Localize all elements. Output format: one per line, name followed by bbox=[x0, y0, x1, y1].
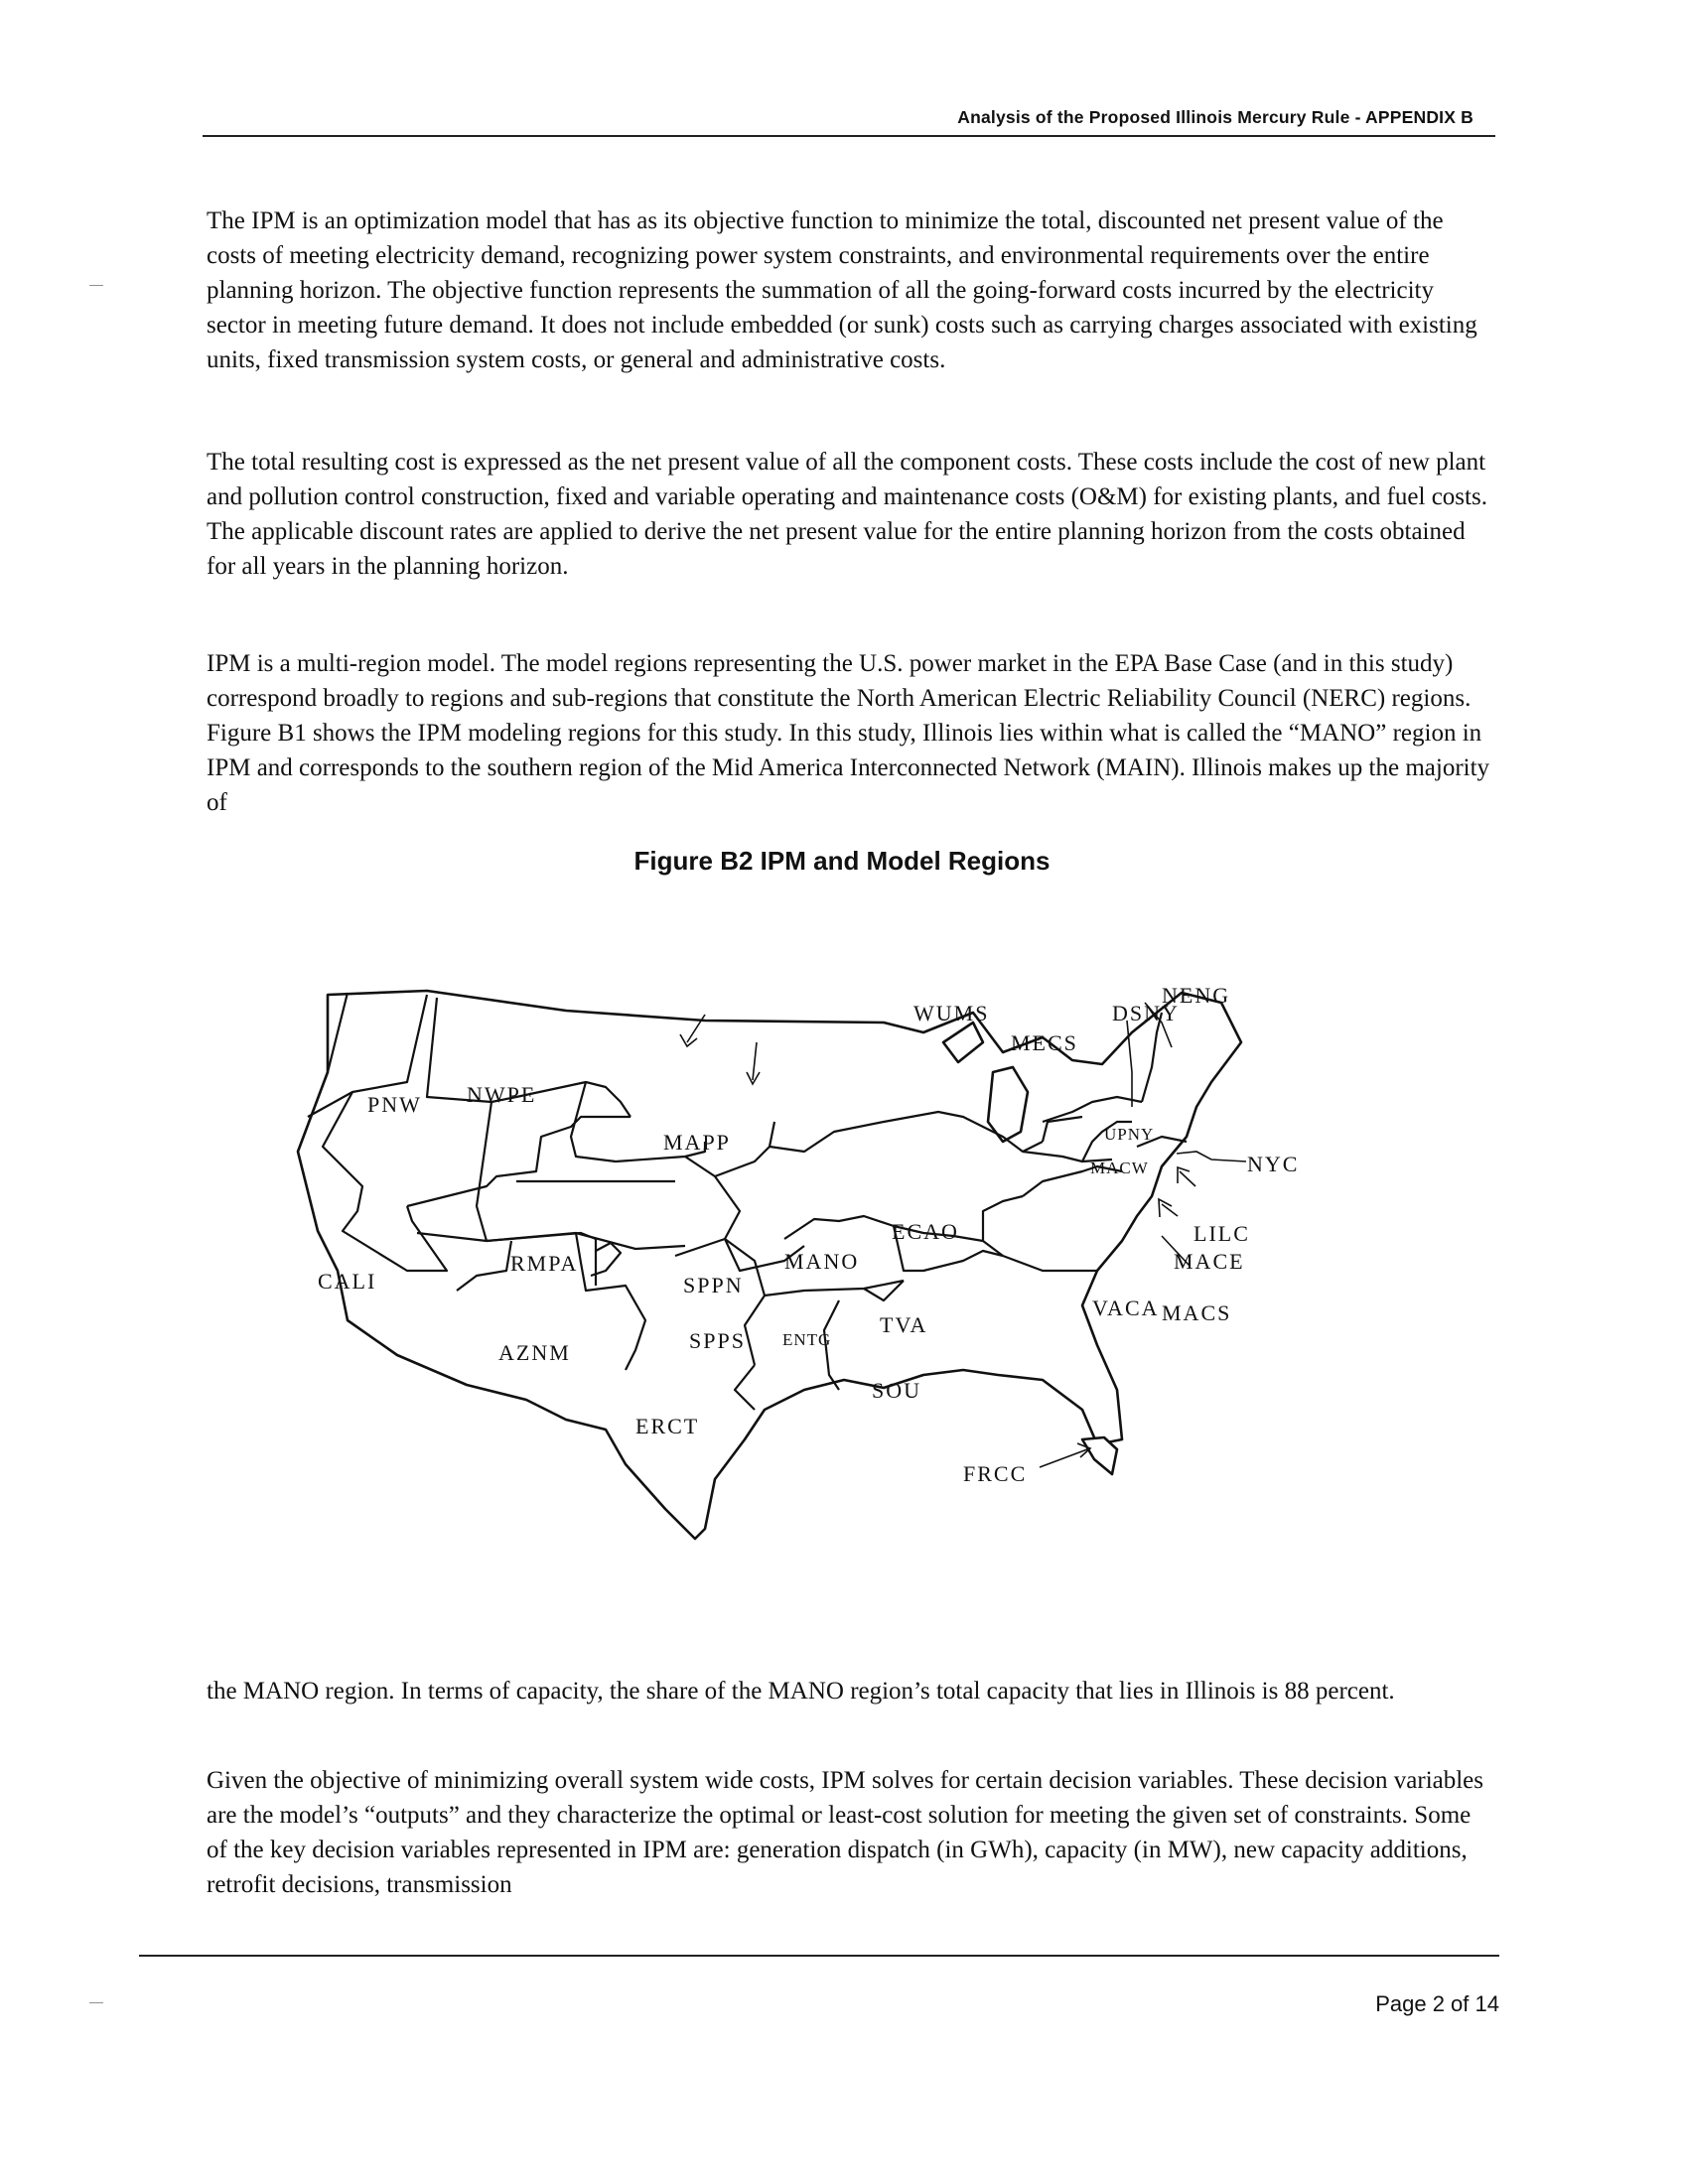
scan-speck: — bbox=[89, 1993, 103, 2009]
region-label-mecs: MECS bbox=[1011, 1030, 1078, 1055]
region-label-upny: UPNY bbox=[1104, 1125, 1155, 1144]
region-label-ecao: ECAO bbox=[892, 1219, 959, 1244]
us-regions-map bbox=[288, 973, 1350, 1608]
paragraph-total-cost: The total resulting cost is expressed as the net present value of all the component costs. These costs include the cost of new plant and pollution control construction, fixed and variable operating and maintenance costs (O&M) for existing plants, and fuel costs. The applicable discount rates are applied to derive the net present value for the entire planning horizon from the costs obtained for all years in the planning horizon. bbox=[207, 449, 1487, 580]
region-label-mapp: MAPP bbox=[663, 1130, 731, 1155]
region-label-sou: SOU bbox=[872, 1378, 922, 1403]
region-label-mace: MACE bbox=[1174, 1249, 1245, 1274]
region-label-nwpe: NWPE bbox=[467, 1082, 537, 1107]
page-number: Page 2 of 14 bbox=[1375, 1991, 1499, 2016]
region-label-vaca: VACA bbox=[1092, 1296, 1160, 1320]
paragraph-mano-capacity: the MANO region. In terms of capacity, the share of the MANO region’s total capacity that lies in Illinois is 88 percent. bbox=[207, 1678, 1395, 1705]
region-label-nyc: NYC bbox=[1247, 1152, 1300, 1176]
region-label-sppn: SPPN bbox=[683, 1273, 744, 1297]
region-label-cali: CALI bbox=[318, 1269, 377, 1294]
region-label-macw: MACW bbox=[1090, 1159, 1149, 1177]
region-label-dsny: DSNY bbox=[1112, 1001, 1180, 1025]
paragraph-multi-region: IPM is a multi-region model. The model regions representing the U.S. power market in the EPA Base Case (and in this study) correspond broadly to regions and sub-regions that constitute the North American Electric Reliability Council (NERC) regions. Figure B1 shows the IPM modeling regions for this study. In this study, Illinois lies within what is called the “MANO” region in IPM and corresponds to the southern region of the Mid America Interconnected Network (MAIN). Illinois makes up the majority of bbox=[207, 650, 1490, 816]
region-label-frcc: FRCC bbox=[963, 1461, 1028, 1486]
paragraph-decision-variables: Given the objective of minimizing overall system wide costs, IPM solves for certain decision variables. These decision variables are the model’s “outputs” and they characterize the optimal or least-cost solution for meeting the given set of constraints. Some of the key decision variables represented in IPM are: generation dispatch (in GWh), capacity (in MW), new capacity additions, retrofit decisions, transmission bbox=[207, 1767, 1484, 1898]
region-label-mano: MANO bbox=[784, 1249, 860, 1274]
page-header bbox=[203, 103, 1495, 137]
region-label-wums: WUMS bbox=[913, 1001, 990, 1025]
paragraph-ipm-objective: The IPM is an optimization model that has as its objective function to minimize the total, discounted net present value of the costs of meeting electricity demand, recognizing power system constraints, and environmental requirements over the entire planning horizon. The objective function represents the summation of all the going-forward costs incurred by the electricity sector in meeting future demand. It does not include embedded (or sunk) costs such as carrying charges associated with existing units, fixed transmission system costs, or general and administrative costs. bbox=[207, 207, 1477, 373]
region-label-spps: SPPS bbox=[689, 1328, 746, 1353]
region-label-entg: ENTG bbox=[782, 1330, 832, 1349]
region-label-neng: NENG bbox=[1162, 983, 1231, 1008]
region-label-macs: MACS bbox=[1162, 1300, 1232, 1325]
scan-speck: — bbox=[89, 276, 103, 292]
region-label-rmpa: RMPA bbox=[510, 1251, 579, 1276]
region-label-erct: ERCT bbox=[635, 1414, 700, 1438]
region-label-pnw: PNW bbox=[367, 1092, 422, 1117]
header-title: Analysis of the Proposed Illinois Mercury Rule - APPENDIX B bbox=[957, 107, 1474, 127]
region-label-tva: TVA bbox=[880, 1312, 928, 1337]
footer-rule bbox=[139, 1955, 1499, 1957]
region-label-aznm: AZNM bbox=[498, 1340, 571, 1365]
figure-title: Figure B2 IPM and Model Regions bbox=[633, 846, 1051, 876]
region-label-lilc: LILC bbox=[1193, 1221, 1250, 1246]
